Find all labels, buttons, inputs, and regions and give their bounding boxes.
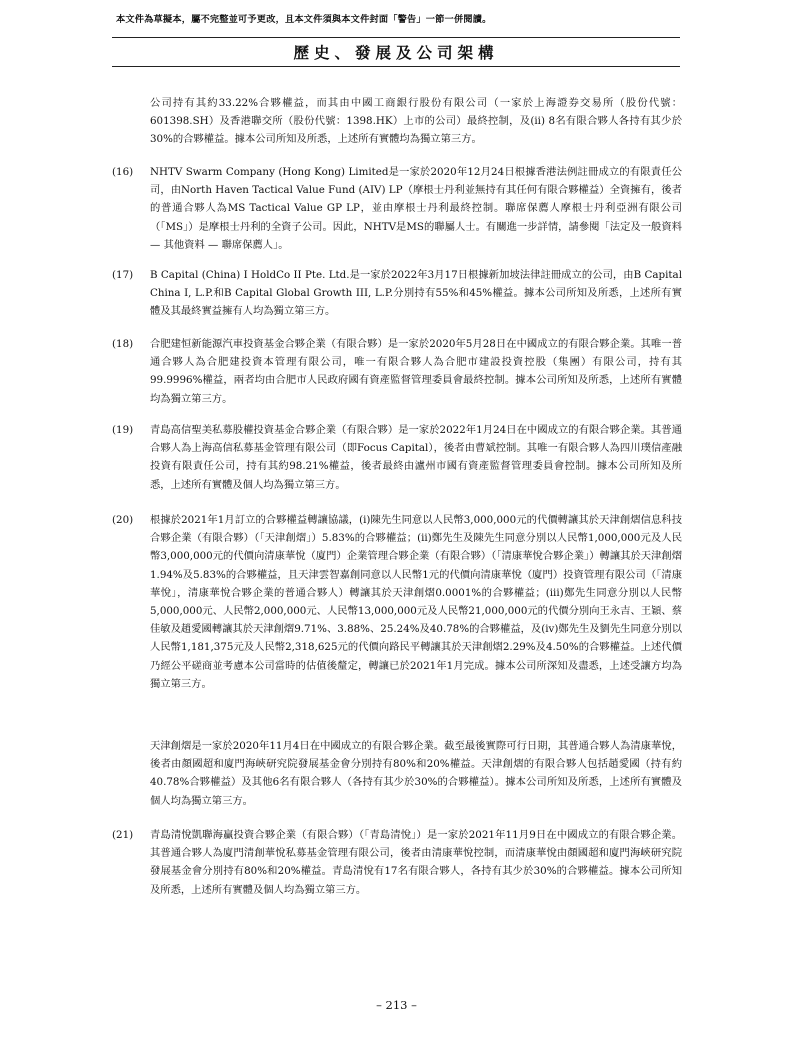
note-number: (20) <box>112 514 134 526</box>
section-title: 歷史、發展及公司架構 <box>293 44 499 62</box>
note-20-tianjin-chuangyi <box>112 737 682 810</box>
note-18 <box>112 335 682 408</box>
note-number: (17) <box>112 269 134 281</box>
note-17 <box>112 266 682 321</box>
note-number: (18) <box>112 338 134 350</box>
note-number: (21) <box>112 829 134 841</box>
note-text: 青島高信聖美私募股權投資基金合夥企業（有限合夥）是一家於2022年1月24日在中國成立的有限合夥企業。其普通合夥人為上海高信私募基金管理有限公司（即Focus Capital），後者由曹斌控制。其唯一有限合夥人為四川璞信產融投資有限責任公司，持有其約98.21%權益，後者最終由瀘州市國有資產監督管理委員會控制。據本公司所知及所悉，上述所有實體及個人均為獨立第三方。 <box>150 424 682 491</box>
note-text: 合肥建恒新能源汽車投資基金合夥企業（有限合夥）是一家於2020年5月28日在中國成立的有限合夥企業。其唯一普通合夥人為合肥建投資本管理有限公司，唯一有限合夥人為合肥市建設投資控股（集團）有限公司，持有其99.9996%權益，兩者均由合肥市人民政府國有資產監督管理委員會最終控制。據本公司所知及所悉，上述所有實體均為獨立第三方。 <box>150 338 682 405</box>
note-number: (19) <box>112 424 134 436</box>
note-16 <box>112 163 682 254</box>
header-rule-bottom <box>112 66 680 67</box>
note-20 <box>112 511 682 693</box>
note-number: (16) <box>112 166 134 178</box>
note-text: B Capital (China) I HoldCo II Pte. Ltd.是一家於2022年3月17日根據新加坡法律註冊成立的公司，由B Capital China I, L.P.和B Capital Global Growth III, L.P.分別持有55%和45%權益。據本公司所知及所悉，上述所有實體及其最終實益擁有人均為獨立第三方。 <box>150 269 682 318</box>
note-text: 根據於2021年1月訂立的合夥權益轉讓協議，(i)陳先生同意以人民幣3,000,000元的代價轉讓其於天津創熠信息科技合夥企業（有限合夥）（「天津創熠」）5.83%的合夥權益；(ii)鄭先生及陳先生同意分別以人民幣1,000,000元及人民幣3,000,000元的代價向清康華悅（廈門）企業管理合夥企業（有限合夥）（「清康華悅合夥企業」）轉讓其於天津創熠1.94%及5.83%的合夥權益，且天津雲智嘉創同意以人民幣1元的代價向清康華悅（廈門）投資管理有限公司（「清康華悅」，清康華悅合夥企業的普通合夥人）轉讓其於天津創熠0.0001%的合夥權益；(iii)鄭先生同意分別以人民幣5,000,000元、人民幣2,000,000元、人民幣13,000,000元及人民幣21,000,000元的代價分別向王永吉、王穎、蔡佳敏及趙愛國轉讓其於天津創熠9.71%、3.88%、25.24%及40.78%的合夥權益，及(iv)鄭先生及劉先生同意分別以人民幣1,181,375元及人民幣2,318,625元的代價向路民平轉讓其於天津創熠2.29%及4.50%的合夥權益。上述代價乃經公平磋商並考慮本公司當時的估值後釐定，轉讓已於2021年1月完成。據本公司所深知及盡悉，上述受讓方均為獨立第三方。 <box>150 514 682 690</box>
note-text: 天津創熠是一家於2020年11月4日在中國成立的有限合夥企業。截至最後實際可行日期，其普通合夥人為清康華悅，後者由顏國超和廈門海峽研究院發展基金會分別持有80%和20%權益。天津創熠的有限合夥人包括趙愛國（持有約40.78%合夥權益）及其他6名有限合夥人（各持有其少於30%的合夥權益）。據本公司所知及所悉，上述所有實體及個人均為獨立第三方。 <box>150 740 682 807</box>
draft-notice: 本文件為草擬本，屬不完整並可予更改，且本文件須與本文件封面「警告」一節一併閱讀。 <box>116 14 492 25</box>
note-text: 公司持有其約33.22%合夥權益，而其由中國工商銀行股份有限公司（一家於上海證券交易所（股份代號：601398.SH）及香港聯交所（股份代號：1398.HK）上市的公司）最終控制，及(ii) 8名有限合夥人各持有其少於30%的合夥權益。據本公司所知及所悉，上述所有實體均為獨立第三方。 <box>150 97 682 146</box>
header-rule-top <box>112 37 680 38</box>
note-15-continuation <box>112 94 682 149</box>
page-number: – 213 – <box>376 998 417 1012</box>
note-19 <box>112 421 682 494</box>
note-text: 青島清悅凱聯海贏投資合夥企業（有限合夥）（「青島清悅」）是一家於2021年11月9日在中國成立的有限合夥企業。其普通合夥人為廈門清創華悅私募基金管理有限公司，後者由清康華悅控制，而清康華悅由顏國超和廈門海峽研究院發展基金會分別持有80%和20%權益。青島清悅有17名有限合夥人，各持有其少於30%的合夥權益。據本公司所知及所悉，上述所有實體及個人均為獨立第三方。 <box>150 829 682 896</box>
note-text: NHTV Swarm Company (Hong Kong) Limited是一家於2020年12月24日根據香港法例註冊成立的有限責任公司，由North Haven Tactical Value Fund (AIV) LP（摩根士丹利並無持有其任何有限合夥權益）全資擁有，後者的普通合夥人為MS Tactical Value GP LP，並由摩根士丹利最終控制。聯席保薦人摩根士丹利亞洲有限公司（「MS」）是摩根士丹利的全資子公司。因此，NHTV是MS的聯屬人士。有關進一步詳情，請參閱「法定及一般資料 — 其他資料 — 聯席保薦人」。 <box>150 166 682 251</box>
note-21 <box>112 826 682 899</box>
